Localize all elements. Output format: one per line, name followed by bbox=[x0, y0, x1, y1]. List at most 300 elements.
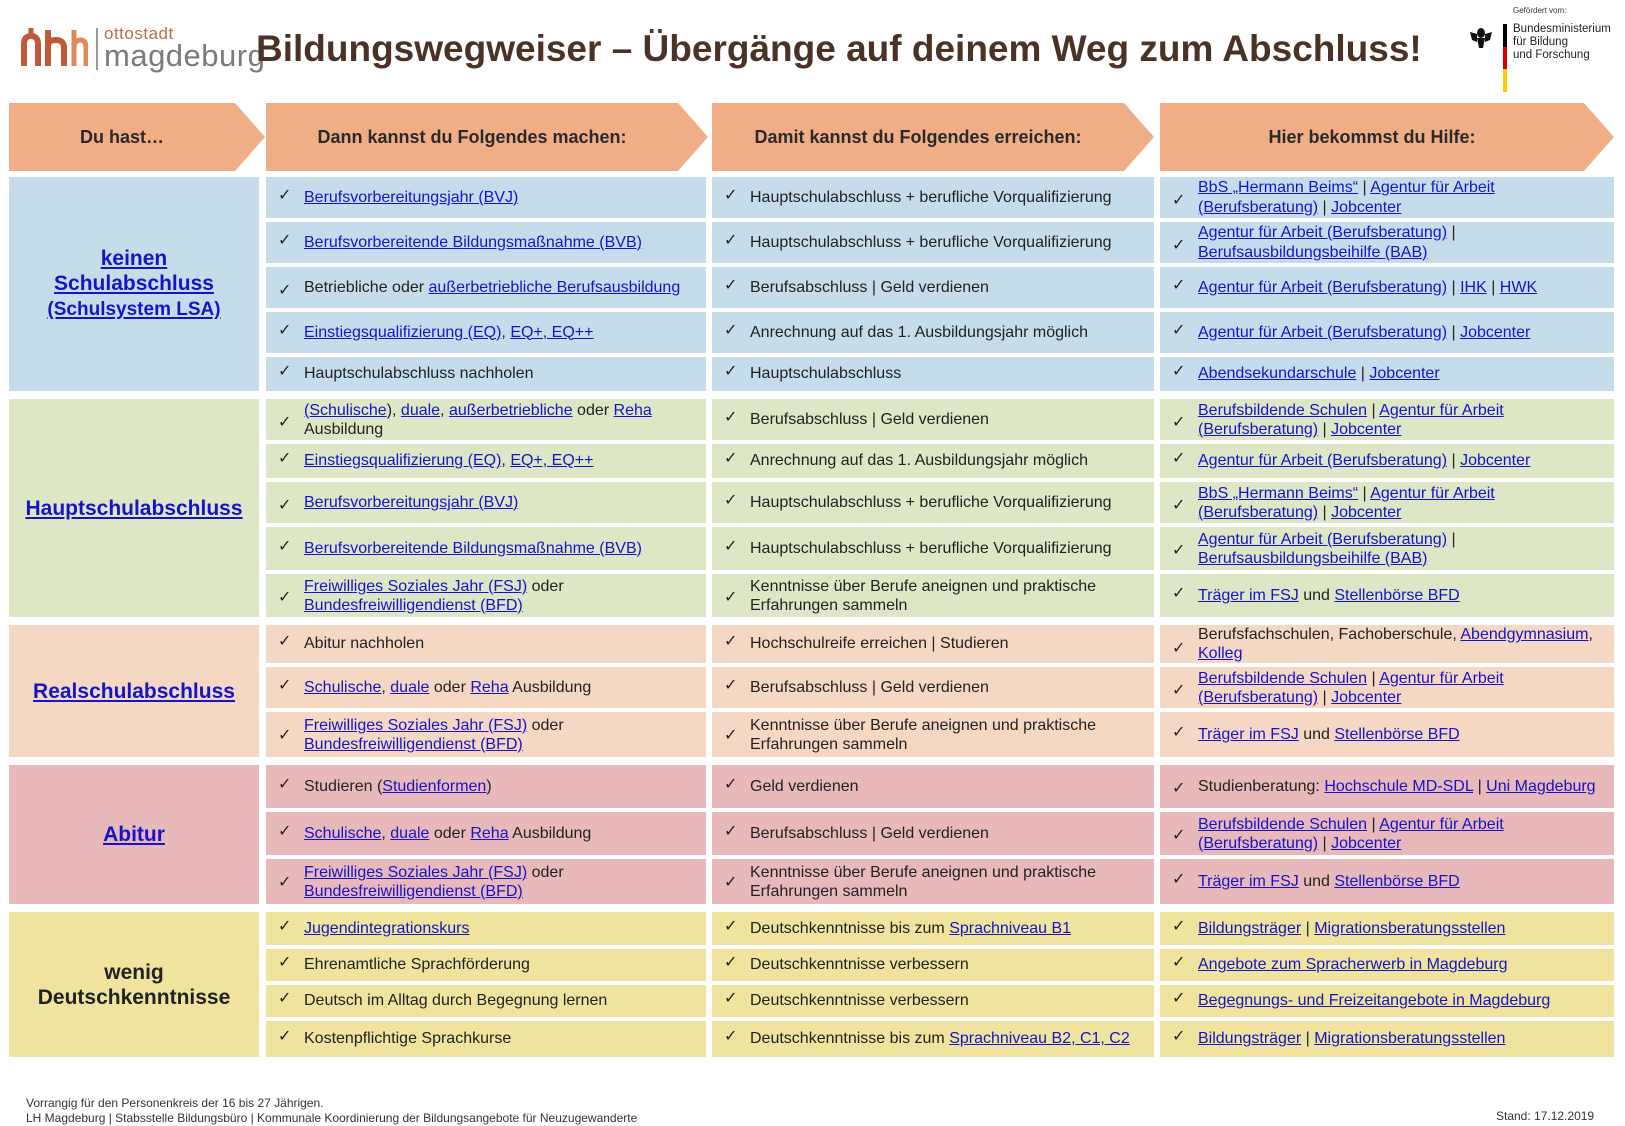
table-row-cell-action bbox=[266, 949, 706, 981]
result-text: Hauptschulabschluss + berufliche Vorqualifizierung bbox=[750, 493, 1112, 511]
link-stellenboerse-bfd[interactable]: Stellenbörse BFD bbox=[1334, 586, 1460, 604]
table-row-cell-action bbox=[266, 444, 706, 478]
link-agentur-fuer-arbeit[interactable]: Agentur für Arbeit (Berufsberatung) bbox=[1198, 223, 1448, 241]
checkmark-icon: ✓ bbox=[1172, 917, 1186, 935]
link-migrationsberatungsstellen[interactable]: Migrationsberatungsstellen bbox=[1314, 1030, 1506, 1047]
link-angebote-spracherwerb[interactable]: Angebote zum Spracherwerb in Magdeburg bbox=[1198, 956, 1508, 973]
table-row-cell-result bbox=[712, 812, 1154, 855]
link-bfd[interactable]: Bundesfreiwilligendienst (BFD) bbox=[304, 735, 523, 753]
table-row-cell-help bbox=[1160, 177, 1614, 218]
german-flag-icon bbox=[1503, 24, 1507, 92]
checkmark-icon: ✓ bbox=[278, 231, 292, 249]
group-label-hauptschulabschluss[interactable] bbox=[9, 399, 259, 617]
link-agentur-fuer-arbeit[interactable]: Agentur für Arbeit (Berufsberatung) bbox=[1198, 452, 1448, 469]
checkmark-icon: ✓ bbox=[724, 954, 738, 971]
checkmark-icon: ✓ bbox=[278, 775, 292, 793]
footer-line-1: Vorrangig für den Personenkreis der 16 bis 27 Jährigen. bbox=[26, 1096, 324, 1110]
link-duale[interactable]: duale bbox=[390, 824, 430, 842]
checkmark-icon: ✓ bbox=[278, 727, 292, 744]
result-text: Hauptschulabschluss + berufliche Vorqualifizierung bbox=[750, 188, 1112, 206]
checkmark-icon: ✓ bbox=[278, 589, 292, 606]
group-label-keinen-schulabschluss[interactable] bbox=[9, 177, 259, 391]
table-row-cell-result bbox=[712, 312, 1154, 353]
page-title: Bildungswegweiser – Übergänge auf deinem Weg zum Abschluss! bbox=[256, 28, 1422, 69]
ministry-line-1: Bundesministerium bbox=[1513, 23, 1611, 35]
separator: ), bbox=[386, 401, 401, 419]
table-row-cell-result bbox=[712, 527, 1154, 570]
table-row-cell-help bbox=[1160, 949, 1614, 981]
footer-line-2: LH Magdeburg | Stabsstelle Bildungsbüro | Kommunale Koordinierung der Bildungsangebote für Neuzugewanderte bbox=[26, 1111, 638, 1125]
checkmark-icon: ✓ bbox=[1172, 780, 1186, 797]
separator: | bbox=[1301, 1030, 1315, 1047]
checkmark-icon: ✓ bbox=[1172, 584, 1186, 602]
result-text: Berufsabschluss | Geld verdienen bbox=[750, 278, 989, 296]
link-eq-plus[interactable]: EQ+, EQ++ bbox=[510, 452, 594, 469]
separator: oder bbox=[429, 678, 471, 696]
link-berufsbildende-schulen[interactable]: Berufsbildende Schulen bbox=[1198, 815, 1368, 833]
separator: oder bbox=[527, 716, 564, 734]
checkmark-icon: ✓ bbox=[278, 874, 292, 891]
checkmark-icon: ✓ bbox=[724, 917, 738, 935]
action-text: Kostenpflichtige Sprachkurse bbox=[304, 1030, 512, 1047]
table-row-cell-action bbox=[266, 912, 706, 945]
table-row-cell-help bbox=[1160, 1021, 1614, 1057]
checkmark-icon: ✓ bbox=[278, 822, 292, 840]
checkmark-icon: ✓ bbox=[278, 363, 292, 380]
link-ausserbetriebliche[interactable]: außerbetriebliche bbox=[448, 401, 573, 419]
table-row-cell-help bbox=[1160, 357, 1614, 391]
table-row-cell-help bbox=[1160, 527, 1614, 570]
separator: , bbox=[381, 678, 391, 696]
table-row-cell-result bbox=[712, 444, 1154, 478]
link-berufsbildende-schulen[interactable]: Berufsbildende Schulen bbox=[1198, 669, 1368, 687]
separator: | bbox=[1358, 178, 1371, 196]
checkmark-icon: ✓ bbox=[724, 822, 738, 840]
link-uni-magdeburg[interactable]: Uni Magdeburg bbox=[1486, 778, 1596, 795]
checkmark-icon: ✓ bbox=[278, 954, 292, 971]
checkmark-icon: ✓ bbox=[1172, 363, 1186, 380]
city-logo bbox=[18, 22, 266, 74]
checkmark-icon: ✓ bbox=[278, 414, 292, 431]
separator: , bbox=[1588, 626, 1593, 643]
ministry-line-3: und Forschung bbox=[1513, 49, 1590, 61]
table-row-cell-action bbox=[266, 1021, 706, 1057]
separator: | bbox=[1318, 834, 1332, 852]
action-text: Betriebliche oder bbox=[304, 278, 429, 296]
ministry-line-2: für Bildung bbox=[1513, 36, 1568, 48]
link-fsj[interactable]: Freiwilliges Soziales Jahr (FSJ) bbox=[304, 863, 528, 881]
checkmark-icon: ✓ bbox=[724, 363, 738, 380]
separator: oder bbox=[572, 401, 614, 419]
separator: | bbox=[1301, 919, 1315, 937]
sponsor-label: Gefördert vom: bbox=[1513, 6, 1567, 15]
group-label-abitur[interactable] bbox=[9, 765, 259, 904]
checkmark-icon: ✓ bbox=[278, 1028, 292, 1045]
separator: | bbox=[1318, 688, 1332, 706]
table-row-cell-action bbox=[266, 712, 706, 757]
link-agentur-fuer-arbeit[interactable]: Agentur für Arbeit (Berufsberatung) bbox=[1198, 401, 1504, 438]
separator: | bbox=[1447, 452, 1461, 469]
table-row-cell-result bbox=[712, 765, 1154, 808]
checkmark-icon: ✓ bbox=[278, 321, 292, 339]
link-agentur-fuer-arbeit[interactable]: Agentur für Arbeit (Berufsberatung) bbox=[1198, 815, 1504, 852]
result-text: Deutschkenntnisse bis zum bbox=[750, 919, 950, 937]
separator: | bbox=[1486, 278, 1500, 296]
result-text: Hauptschulabschluss bbox=[750, 365, 902, 382]
table-row-cell-action bbox=[266, 399, 706, 440]
link-bildungstraeger[interactable]: Bildungsträger bbox=[1198, 1030, 1302, 1047]
column-header-erreichen bbox=[712, 103, 1154, 171]
group-label-line-3: (Schulsystem LSA) bbox=[47, 299, 221, 320]
link-ihk[interactable]: IHK bbox=[1460, 278, 1487, 296]
column-header-label: Hier bekommst du Hilfe: bbox=[1268, 126, 1476, 147]
table-row-cell-help bbox=[1160, 574, 1614, 617]
checkmark-icon: ✓ bbox=[1172, 827, 1186, 844]
separator: | bbox=[1367, 401, 1380, 419]
table-row-cell-result bbox=[712, 985, 1154, 1017]
table-row-cell-help bbox=[1160, 859, 1614, 904]
link-jobcenter[interactable]: Jobcenter bbox=[1331, 834, 1402, 852]
checkmark-icon: ✓ bbox=[1172, 237, 1186, 254]
link-stellenboerse-bfd[interactable]: Stellenbörse BFD bbox=[1334, 725, 1460, 743]
link-agentur-fuer-arbeit[interactable]: Agentur für Arbeit (Berufsberatung) bbox=[1198, 323, 1448, 341]
separator: , bbox=[440, 401, 449, 419]
link-eq-plus[interactable]: EQ+, EQ++ bbox=[510, 323, 594, 341]
link-abendgymnasium[interactable]: Abendgymnasium bbox=[1460, 626, 1589, 643]
checkmark-icon: ✓ bbox=[724, 276, 738, 294]
separator: oder bbox=[527, 863, 564, 881]
logo-divider bbox=[96, 28, 98, 70]
group-link-realschulabschluss[interactable]: Realschulabschluss bbox=[33, 679, 235, 703]
column-header-du-hast bbox=[9, 103, 265, 171]
result-text: Berufsabschluss | Geld verdienen bbox=[750, 410, 989, 428]
link-sprachniveau-b1[interactable]: Sprachniveau B1 bbox=[949, 919, 1072, 937]
table-row-cell-result bbox=[712, 667, 1154, 708]
action-text: Ausbildung bbox=[508, 678, 592, 696]
table-row-cell-result bbox=[712, 177, 1154, 218]
checkmark-icon: ✓ bbox=[1172, 497, 1186, 514]
separator: | bbox=[1318, 198, 1332, 216]
checkmark-icon: ✓ bbox=[278, 282, 292, 299]
column-header-hilfe bbox=[1160, 103, 1614, 171]
separator: | bbox=[1318, 503, 1332, 521]
table-row-cell-help bbox=[1160, 482, 1614, 523]
checkmark-icon: ✓ bbox=[724, 321, 738, 339]
group-label-wenig-deutschkenntnisse bbox=[9, 912, 259, 1057]
link-reha[interactable]: Reha bbox=[613, 401, 652, 419]
separator: | bbox=[1473, 778, 1487, 795]
table-row-cell-help bbox=[1160, 712, 1614, 757]
table-row-cell-help bbox=[1160, 312, 1614, 353]
checkmark-icon: ✓ bbox=[278, 676, 292, 694]
separator: | bbox=[1367, 815, 1380, 833]
checkmark-icon: ✓ bbox=[1172, 276, 1186, 294]
checkmark-icon: ✓ bbox=[1172, 640, 1186, 657]
link-migrationsberatungsstellen[interactable]: Migrationsberatungsstellen bbox=[1314, 919, 1506, 937]
link-bab[interactable]: Berufsausbildungsbeihilfe (BAB) bbox=[1198, 243, 1428, 261]
checkmark-icon: ✓ bbox=[1172, 870, 1186, 888]
checkmark-icon: ✓ bbox=[1172, 542, 1186, 559]
table-row-cell-result bbox=[712, 859, 1154, 904]
link-bbs-hermann-beims[interactable]: BbS „Hermann Beims“ bbox=[1198, 178, 1359, 196]
table-row-cell-action bbox=[266, 812, 706, 855]
result-text: Kenntnisse über Berufe aneignen und praktische Erfahrungen sammeln bbox=[750, 577, 1097, 614]
table-row-cell-action bbox=[266, 574, 706, 617]
link-agentur-fuer-arbeit[interactable]: Agentur für Arbeit (Berufsberatung) bbox=[1198, 484, 1495, 521]
link-reha[interactable]: Reha bbox=[470, 824, 509, 842]
link-jobcenter[interactable]: Jobcenter bbox=[1331, 503, 1402, 521]
checkmark-icon: ✓ bbox=[724, 491, 738, 509]
separator: | bbox=[1358, 484, 1371, 502]
ministry-name bbox=[1513, 23, 1611, 62]
column-header-label: Dann kannst du Folgendes machen: bbox=[317, 126, 627, 147]
action-text: Ausbildung bbox=[304, 420, 384, 438]
sponsor-logo bbox=[1468, 6, 1618, 92]
footer-date: Stand: 17.12.2019 bbox=[1496, 1109, 1595, 1123]
checkmark-icon: ✓ bbox=[1172, 990, 1186, 1007]
table-row-cell-action bbox=[266, 527, 706, 570]
table-row-cell-action bbox=[266, 267, 706, 308]
result-text: Deutschkenntnisse verbessern bbox=[750, 992, 969, 1009]
checkmark-icon: ✓ bbox=[724, 727, 738, 744]
result-text: Deutschkenntnisse bis zum bbox=[750, 1030, 950, 1047]
checkmark-icon: ✓ bbox=[724, 589, 738, 606]
link-fsj[interactable]: Freiwilliges Soziales Jahr (FSJ) bbox=[304, 577, 528, 595]
group-link-keinen-schulabschluss[interactable] bbox=[47, 246, 220, 322]
logo-text-bottom: magdeburg bbox=[104, 38, 266, 73]
separator: und bbox=[1298, 872, 1335, 890]
table-row-cell-help bbox=[1160, 985, 1614, 1017]
link-schulische[interactable]: Schulische bbox=[304, 678, 382, 696]
link-jobcenter[interactable]: Jobcenter bbox=[1369, 365, 1440, 382]
action-text: Ausbildung bbox=[508, 824, 592, 842]
link-stellenboerse-bfd[interactable]: Stellenbörse BFD bbox=[1334, 872, 1460, 890]
checkmark-icon: ✓ bbox=[724, 990, 738, 1007]
table-row-cell-result bbox=[712, 574, 1154, 617]
table-row-cell-action bbox=[266, 357, 706, 391]
result-text: Berufsabschluss | Geld verdienen bbox=[750, 824, 989, 842]
separator: , bbox=[501, 452, 511, 469]
group-label-line-2: Schulabschluss bbox=[54, 272, 214, 295]
checkmark-icon: ✓ bbox=[724, 537, 738, 555]
separator: | bbox=[1447, 278, 1461, 296]
checkmark-icon: ✓ bbox=[278, 917, 292, 935]
checkmark-icon: ✓ bbox=[278, 990, 292, 1007]
link-traeger-im-fsj[interactable]: Träger im FSJ bbox=[1198, 872, 1299, 890]
table-row-cell-action bbox=[266, 482, 706, 523]
table-row-cell-action bbox=[266, 625, 706, 663]
link-bfd[interactable]: Bundesfreiwilligendienst (BFD) bbox=[304, 882, 523, 900]
checkmark-icon: ✓ bbox=[1172, 414, 1186, 431]
separator: | bbox=[1318, 420, 1332, 438]
link-einstiegsqualifizierung[interactable]: Einstiegsqualifizierung (EQ) bbox=[304, 452, 502, 469]
table-row-cell-result bbox=[712, 949, 1154, 981]
link-kolleg[interactable]: Kolleg bbox=[1198, 645, 1243, 662]
magdeburg-logo-mark-icon bbox=[18, 26, 88, 68]
link-bfd[interactable]: Bundesfreiwilligendienst (BFD) bbox=[304, 596, 523, 614]
table-row-cell-help bbox=[1160, 765, 1614, 808]
link-agentur-fuer-arbeit[interactable]: Agentur für Arbeit (Berufsberatung) bbox=[1198, 530, 1448, 548]
table-row-cell-help bbox=[1160, 625, 1614, 663]
result-text: Hochschulreife erreichen | Studieren bbox=[750, 635, 1009, 652]
action-text: Deutsch im Alltag durch Begegnung lernen bbox=[304, 992, 608, 1009]
checkmark-icon: ✓ bbox=[278, 497, 292, 514]
checkmark-icon: ✓ bbox=[278, 450, 292, 467]
table-row-cell-help bbox=[1160, 444, 1614, 478]
separator: oder bbox=[429, 824, 471, 842]
table-row-cell-action bbox=[266, 765, 706, 808]
link-bbs-hermann-beims[interactable]: BbS „Hermann Beims“ bbox=[1198, 484, 1359, 502]
result-text: Anrechnung auf das 1. Ausbildungsjahr möglich bbox=[750, 323, 1088, 341]
checkmark-icon: ✓ bbox=[724, 874, 738, 891]
checkmark-icon: ✓ bbox=[724, 450, 738, 467]
table-row-cell-action bbox=[266, 667, 706, 708]
table-row-cell-result bbox=[712, 222, 1154, 263]
link-agentur-fuer-arbeit[interactable]: Agentur für Arbeit (Berufsberatung) bbox=[1198, 278, 1448, 296]
table-row-cell-result bbox=[712, 912, 1154, 945]
link-duale[interactable]: duale bbox=[400, 401, 441, 419]
separator: | bbox=[1367, 669, 1380, 687]
help-text: Studienberatung: bbox=[1198, 778, 1325, 795]
link-bab[interactable]: Berufsausbildungsbeihilfe (BAB) bbox=[1198, 549, 1428, 567]
link-bildungstraeger[interactable]: Bildungsträger bbox=[1198, 919, 1302, 937]
result-text: Berufsabschluss | Geld verdienen bbox=[750, 678, 989, 696]
link-bvj[interactable]: Berufsvorbereitungsjahr (BVJ) bbox=[304, 188, 519, 206]
link-berufsbildende-schulen[interactable]: Berufsbildende Schulen bbox=[1198, 401, 1368, 419]
checkmark-icon: ✓ bbox=[1172, 192, 1186, 209]
checkmark-icon: ✓ bbox=[724, 231, 738, 249]
result-text: Deutschkenntnisse verbessern bbox=[750, 956, 969, 973]
link-traeger-im-fsj[interactable]: Träger im FSJ bbox=[1198, 586, 1299, 604]
link-agentur-fuer-arbeit[interactable]: Agentur für Arbeit (Berufsberatung) bbox=[1198, 178, 1495, 216]
table-row-cell-result bbox=[712, 482, 1154, 523]
table-row-cell-action bbox=[266, 222, 706, 263]
result-text: Geld verdienen bbox=[750, 777, 859, 795]
checkmark-icon: ✓ bbox=[1172, 1028, 1186, 1045]
link-agentur-fuer-arbeit[interactable]: Agentur für Arbeit (Berufsberatung) bbox=[1198, 669, 1504, 706]
table-row-cell-help bbox=[1160, 399, 1614, 440]
table-row-cell-result bbox=[712, 625, 1154, 663]
checkmark-icon: ✓ bbox=[278, 537, 292, 555]
result-text: Hauptschulabschluss + berufliche Vorqualifizierung bbox=[750, 539, 1112, 557]
table-row-cell-help bbox=[1160, 222, 1614, 263]
group-link-hauptschulabschluss[interactable]: Hauptschulabschluss bbox=[25, 496, 243, 520]
separator: oder bbox=[527, 577, 564, 595]
separator: und bbox=[1298, 725, 1335, 743]
column-header-label: Damit kannst du Folgendes erreichen: bbox=[754, 126, 1082, 147]
column-header-machen bbox=[266, 103, 708, 171]
checkmark-icon: ✓ bbox=[724, 676, 738, 694]
separator: | bbox=[1447, 323, 1461, 341]
result-text: Kenntnisse über Berufe aneignen und praktische Erfahrungen sammeln bbox=[750, 716, 1097, 753]
table-row-cell-result bbox=[712, 267, 1154, 308]
table-row-cell-action bbox=[266, 985, 706, 1017]
link-schulische[interactable]: Schulische bbox=[304, 824, 382, 842]
checkmark-icon: ✓ bbox=[1172, 321, 1186, 339]
checkmark-icon: ✓ bbox=[724, 775, 738, 793]
link-duale[interactable]: duale bbox=[390, 678, 430, 696]
action-text: Abitur nachholen bbox=[304, 635, 425, 652]
table-row-cell-action bbox=[266, 312, 706, 353]
link-hochschule-md-sdl[interactable]: Hochschule MD-SDL bbox=[1324, 778, 1474, 795]
column-header-label: Du hast… bbox=[79, 126, 164, 147]
checkmark-icon: ✓ bbox=[1172, 954, 1186, 971]
link-studienformen[interactable]: Studienformen bbox=[382, 777, 487, 795]
link-traeger-im-fsj[interactable]: Träger im FSJ bbox=[1198, 725, 1299, 743]
result-text: Anrechnung auf das 1. Ausbildungsjahr möglich bbox=[750, 452, 1088, 469]
link-sprachniveau-b2-c1-c2[interactable]: Sprachniveau B2, C1, C2 bbox=[949, 1030, 1130, 1047]
link-abendsekundarschule[interactable]: Abendsekundarschule bbox=[1198, 365, 1357, 382]
action-text: Hauptschulabschluss nachholen bbox=[304, 365, 534, 382]
checkmark-icon: ✓ bbox=[724, 186, 738, 204]
link-begegnungs-freizeitangebote[interactable]: Begegnungs- und Freizeitangebote in Magdeburg bbox=[1198, 992, 1551, 1009]
checkmark-icon: ✓ bbox=[1172, 723, 1186, 741]
checkmark-icon: ✓ bbox=[1172, 450, 1186, 467]
link-jobcenter[interactable]: Jobcenter bbox=[1460, 323, 1531, 341]
footer bbox=[26, 1096, 637, 1126]
link-fsj[interactable]: Freiwilliges Soziales Jahr (FSJ) bbox=[304, 716, 528, 734]
table-row-cell-help bbox=[1160, 267, 1614, 308]
link-jobcenter[interactable]: Jobcenter bbox=[1460, 452, 1531, 469]
table-row-cell-help bbox=[1160, 912, 1614, 945]
separator: , bbox=[501, 323, 511, 341]
checkmark-icon: ✓ bbox=[278, 186, 292, 204]
result-text: Kenntnisse über Berufe aneignen und praktische Erfahrungen sammeln bbox=[750, 863, 1097, 900]
federal-eagle-icon bbox=[1468, 24, 1494, 50]
checkmark-icon: ✓ bbox=[724, 1028, 738, 1045]
checkmark-icon: ✓ bbox=[278, 633, 292, 650]
table-row-cell-result bbox=[712, 712, 1154, 757]
table-row-cell-result bbox=[712, 357, 1154, 391]
separator: , bbox=[381, 824, 391, 842]
table-row-cell-action bbox=[266, 859, 706, 904]
link-einstiegsqualifizierung[interactable]: Einstiegsqualifizierung (EQ) bbox=[304, 323, 502, 341]
table-row-cell-help bbox=[1160, 812, 1614, 855]
link-bvb[interactable]: Berufsvorbereitende Bildungsmaßnahme (BVB) bbox=[304, 539, 642, 557]
table-row-cell-help bbox=[1160, 667, 1614, 708]
logo-text-top: ottostadt bbox=[104, 24, 174, 43]
link-bvb[interactable]: Berufsvorbereitende Bildungsmaßnahme (BVB) bbox=[304, 233, 642, 251]
group-label-line-2: Deutschkenntnisse bbox=[37, 985, 231, 1009]
separator: und bbox=[1298, 586, 1335, 604]
checkmark-icon: ✓ bbox=[724, 633, 738, 650]
help-text: Berufsfachschulen, Fachoberschule, bbox=[1198, 626, 1461, 643]
link-reha[interactable]: Reha bbox=[470, 678, 509, 696]
link-jobcenter[interactable]: Jobcenter bbox=[1331, 420, 1402, 438]
checkmark-icon: ✓ bbox=[1172, 682, 1186, 699]
group-link-abitur[interactable]: Abitur bbox=[103, 823, 165, 846]
action-text: Ehrenamtliche Sprachförderung bbox=[304, 956, 530, 973]
group-label-line-1: wenig bbox=[104, 960, 164, 984]
checkmark-icon: ✓ bbox=[724, 408, 738, 426]
link-schulische[interactable]: (Schulische bbox=[304, 401, 387, 419]
action-text: ) bbox=[486, 777, 492, 795]
separator: | bbox=[1356, 365, 1370, 382]
separator: | bbox=[1447, 223, 1456, 241]
group-label-realschulabschluss[interactable] bbox=[9, 625, 259, 757]
separator: | bbox=[1447, 530, 1456, 548]
group-label-line-1: keinen bbox=[100, 247, 168, 270]
link-jobcenter[interactable]: Jobcenter bbox=[1331, 198, 1402, 216]
link-ausserbetriebliche-ausbildung[interactable]: außerbetriebliche Berufsausbildung bbox=[428, 278, 681, 296]
table-row-cell-result bbox=[712, 399, 1154, 440]
table-row-cell-action bbox=[266, 177, 706, 218]
link-jobcenter[interactable]: Jobcenter bbox=[1331, 688, 1402, 706]
result-text: Hauptschulabschluss + berufliche Vorqualifizierung bbox=[750, 233, 1112, 251]
link-bvj[interactable]: Berufsvorbereitungsjahr (BVJ) bbox=[304, 493, 519, 511]
link-hwk[interactable]: HWK bbox=[1499, 278, 1538, 296]
link-jugendintegrationskurs[interactable]: Jugendintegrationskurs bbox=[304, 919, 470, 937]
